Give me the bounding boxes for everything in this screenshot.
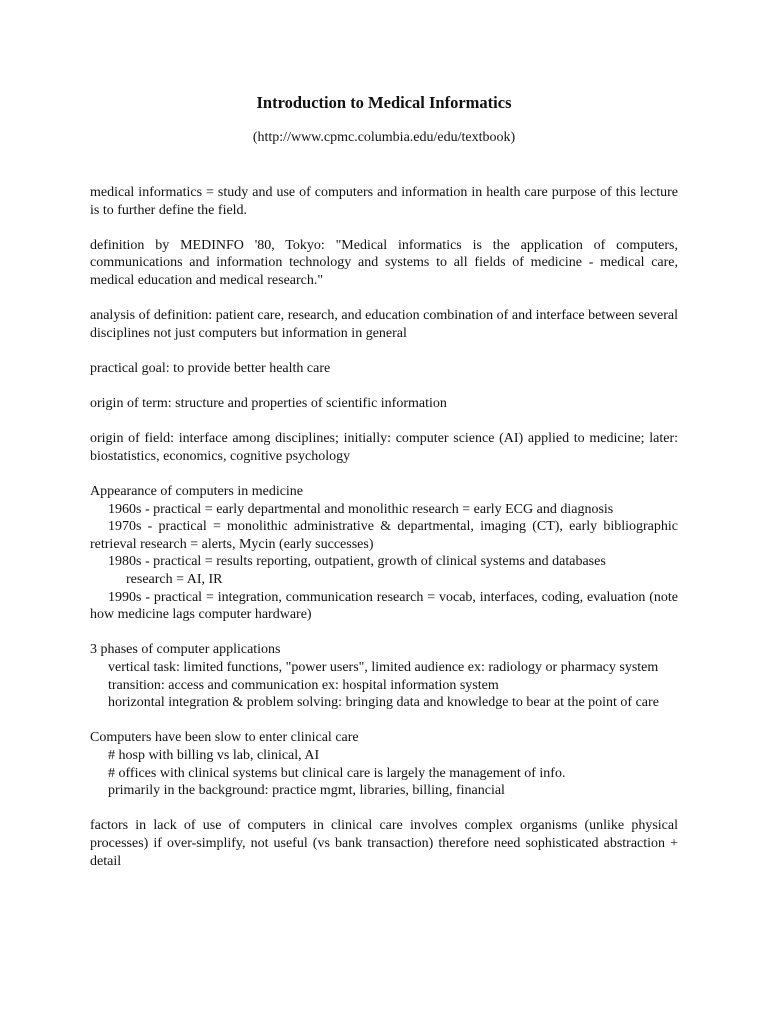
phase-vertical: vertical task: limited functions, "power users", limited audience ex: radiology or pharmacy system bbox=[108, 660, 659, 676]
appearance-1980s: 1980s - practical = results reporting, outpatient, growth of clinical systems and databases bbox=[108, 554, 606, 570]
paragraph-goal: practical goal: to provide better health care bbox=[90, 360, 331, 376]
paragraph-origin-field: origin of field: interface among disciplines; initially: computer science (AI) applied to medicine; later: biostatistics, economics, cognitive psychology bbox=[90, 431, 678, 464]
paragraph-origin-term: origin of term: structure and properties of scientific information bbox=[90, 396, 447, 412]
paragraph-analysis: analysis of definition: patient care, research, and education combination of and interface between several disciplines not just computers but information in general bbox=[90, 308, 678, 341]
paragraph-factors: factors in lack of use of computers in clinical care involves complex organisms (unlike physical processes) if over-simplify, not useful (vs bank transaction) therefore need sophisticated abstraction + detail bbox=[90, 818, 678, 869]
appearance-1990s: 1990s - practical = integration, communication research = vocab, interfaces, coding, evaluation (note how medicine lags computer hardware) bbox=[90, 589, 678, 623]
document-title: Introduction to Medical Informatics bbox=[256, 93, 512, 112]
section-appearance bbox=[90, 483, 678, 624]
paragraph-definition: medical informatics = study and use of computers and information in health care purpose of this lecture is to further define the field. bbox=[90, 185, 678, 218]
appearance-1960s: 1960s - practical = early departmental and monolithic research = early ECG and diagnosis bbox=[108, 501, 614, 517]
source-url: (http://www.cpmc.columbia.edu/edu/textbook) bbox=[252, 130, 516, 145]
slow-bullet-hosp: # hosp with billing vs lab, clinical, AI bbox=[108, 748, 320, 763]
slow-bullet-offices: # offices with clinical systems but clinical care is largely the management of info. bbox=[108, 765, 566, 781]
document-body bbox=[90, 184, 678, 870]
paragraph-medinfo: definition by MEDINFO '80, Tokyo: "Medical informatics is the application of computers, communications and information technology and systems to all fields of medicine - medical care, medical education and medical research." bbox=[90, 237, 678, 288]
slow-heading: Computers have been slow to enter clinical care bbox=[90, 730, 359, 746]
appearance-1980s-research: research = AI, IR bbox=[126, 572, 223, 588]
phases-heading: 3 phases of computer applications bbox=[90, 642, 281, 658]
slow-background: primarily in the background: practice mgmt, libraries, billing, financial bbox=[108, 783, 505, 799]
phase-transition: transition: access and communication ex: hospital information system bbox=[108, 677, 499, 693]
appearance-1970s: 1970s - practical = monolithic administrative & departmental, imaging (CT), early bibliographic retrieval research = alerts, Mycin (early successes) bbox=[90, 519, 678, 552]
phase-horizontal: horizontal integration & problem solving: bringing data and knowledge to bear at the point of care bbox=[108, 695, 659, 711]
section-slow bbox=[90, 729, 678, 799]
appearance-heading: Appearance of computers in medicine bbox=[90, 484, 304, 500]
section-phases bbox=[90, 641, 678, 711]
